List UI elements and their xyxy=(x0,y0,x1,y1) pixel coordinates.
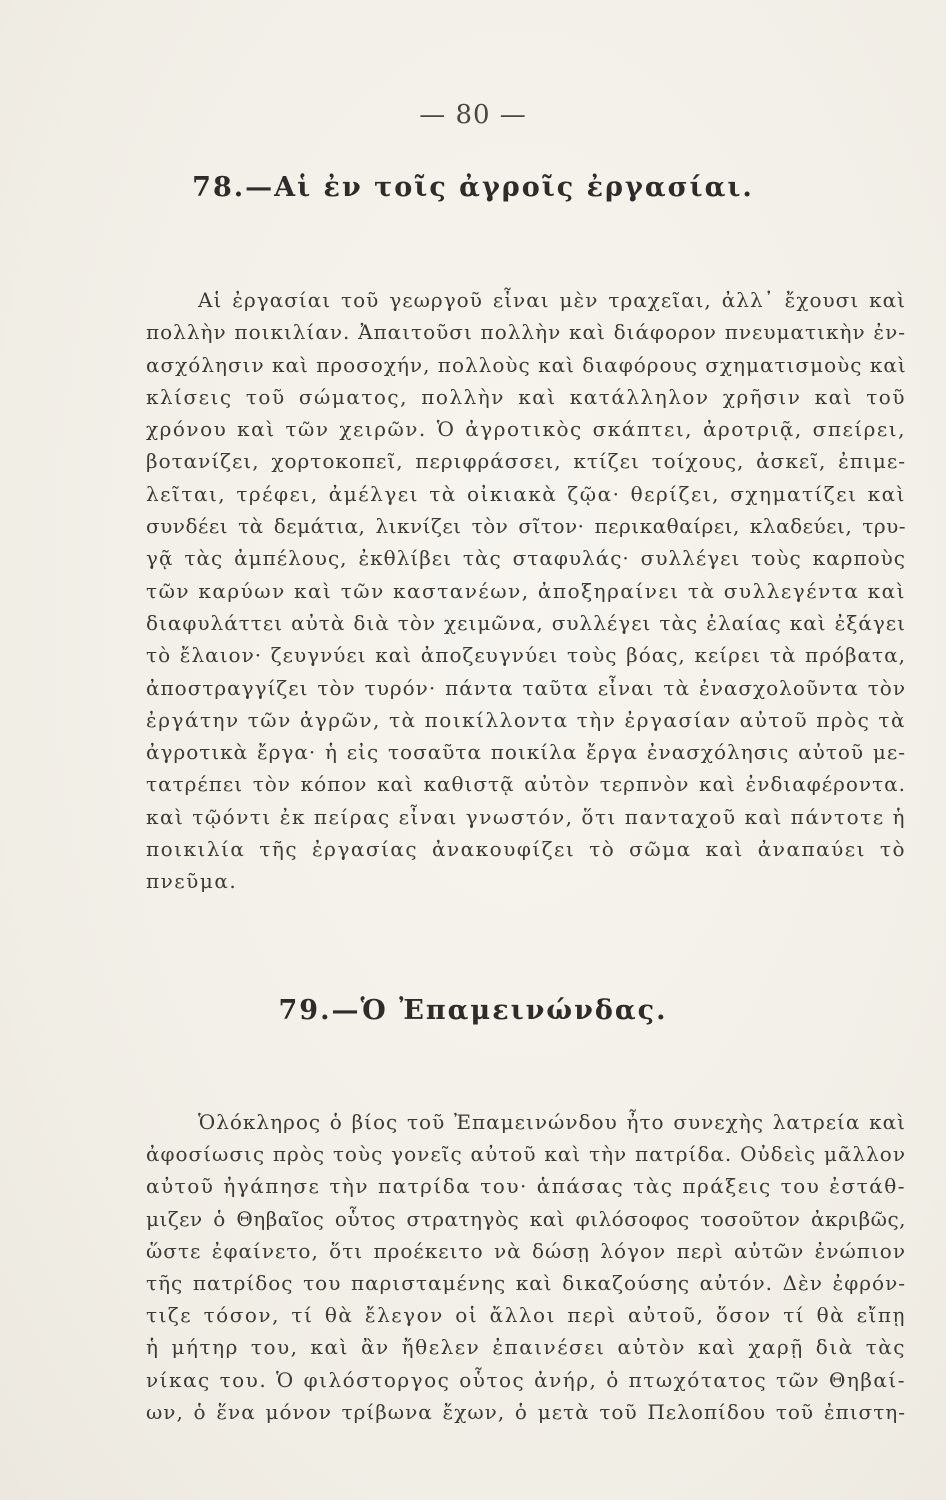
page-number: — 80 — xyxy=(419,100,527,130)
text-line: τατρέπει τὸν κόπον καὶ καθιστᾷ αὐτὸν τερπνὸν καὶ ἐνδιαφέροντα. xyxy=(146,772,906,797)
text-line: νίκας του. Ὁ φιλόστοργος οὗτος ἀνήρ, ὁ πτωχότατος τῶν Θηβαί- xyxy=(146,1367,906,1392)
text-line: τῶν καρύων καὶ τῶν καστανέων, ἀποξηραίνει τὰ συλλεγέντα καὶ xyxy=(146,578,906,603)
section-79-body xyxy=(146,1106,906,1428)
text-line: κλίσεις τοῦ σώματος, πολλὴν καὶ κατάλληλον χρῆσιν καὶ τοῦ xyxy=(146,384,906,409)
text-line: βοτανίζει, χορτοκοπεῖ, περιφράσσει, κτίζει τοίχους, ἀσκεῖ, ἐπιμε- xyxy=(146,449,906,474)
text-line: μιζεν ὁ Θηβαῖος οὗτος στρατηγὸς καὶ φιλόσοφος τοσοῦτον ἀκριβῶς, xyxy=(146,1206,906,1231)
text-line: καὶ τῷόντι ἐκ πείρας εἶναι γνωστόν, ὅτι πανταχοῦ καὶ πάντοτε ἡ xyxy=(146,804,906,829)
text-line: Αἱ ἐργασίαι τοῦ γεωργοῦ εἶναι μὲν τραχεῖαι, ἀλλ᾽ ἔχουσι καὶ xyxy=(198,288,906,312)
text-line: τὸ ἔλαιον· ζευγνύει καὶ ἀποζευγνύει τοὺς βόας, κείρει τὰ πρόβατα, xyxy=(146,643,906,668)
text-line: τῆς πατρίδος του παρισταμένης καὶ δικαζούσης αὐτόν. Δὲν ἐφρόν- xyxy=(146,1270,906,1295)
text-line: ἡ μήτηρ του, καὶ ἂν ἤθελεν ἐπαινέσει αὐτὸν καὶ χαρῇ διὰ τὰς xyxy=(146,1335,906,1360)
text-line: ἀγροτικὰ ἔργα· ἡ εἰς τοσαῦτα ποικίλα ἔργα ἐνασχόλησις αὐτοῦ με- xyxy=(146,740,906,765)
text-line: ασχόλησιν καὶ προσοχήν, πολλοὺς καὶ διαφόρους σχηματισμοὺς καὶ xyxy=(146,352,907,377)
text-line: ὥστε ἐφαίνετο, ὅτι προέκειτο νὰ δώσῃ λόγον περὶ αὐτῶν ἐνώπιον xyxy=(146,1238,906,1263)
section-heading-78: 78.—Αἱ ἐν τοῖς ἀγροῖς ἐργασίαι. xyxy=(192,172,754,203)
text-line: ποικιλία τῆς ἐργασίας ἀνακουφίζει τὸ σῶμα καὶ ἀναπαύει τὸ xyxy=(146,837,906,862)
section-heading-79: 79.—Ὁ Ἐπαμεινώνδας. xyxy=(278,995,668,1026)
text-line: πολλὴν ποικιλίαν. Ἀπαιτοῦσι πολλὴν καὶ διάφορον πνευματικὴν ἐν- xyxy=(146,320,906,345)
text-line: χρόνου καὶ τῶν χειρῶν. Ὁ ἀγροτικὸς σκάπτει, ἀροτριᾷ, σπείρει, xyxy=(146,417,906,442)
text-line: αὐτοῦ ἠγάπησε τὴν πατρίδα του· ἁπάσας τὰς πράξεις του ἐστάθ- xyxy=(146,1174,906,1199)
section-78-body xyxy=(146,284,906,898)
text-line: διαφυλάττει αὐτὰ διὰ τὸν χειμῶνα, συλλέγει τὰς ἐλαίας καὶ ἐξάγει xyxy=(146,610,906,635)
text-line: ων, ὁ ἕνα μόνον τρίβωνα ἔχων, ὁ μετὰ τοῦ Πελοπίδου τοῦ ἐπιστη- xyxy=(146,1399,906,1424)
text-line: λεῖται, τρέφει, ἀμέλγει τὰ οἰκιακὰ ζῷα· θερίζει, σχηματίζει καὶ xyxy=(146,481,906,506)
text-line: Ὁλόκληρος ὁ βίος τοῦ Ἐπαμεινώνδου ἦτο συνεχὴς λατρεία καὶ xyxy=(198,1110,906,1134)
text-line: γᾷ τὰς ἀμπέλους, ἐκθλίβει τὰς σταφυλάς· συλλέγει τοὺς καρποὺς xyxy=(146,546,906,571)
text-line: ἀποστραγγίζει τὸν τυρόν· πάντα ταῦτα εἶναι τὰ ἐνασχολοῦντα τὸν xyxy=(146,675,906,700)
text-line: πνεῦμα. xyxy=(146,869,238,894)
text-line: συνδέει τὰ δεμάτια, λικνίζει τὸν σῖτον· περικαθαίρει, κλαδεύει, τρυ- xyxy=(146,514,906,539)
text-line: τιζε τόσον, τί θὰ ἔλεγον οἱ ἄλλοι περὶ αὐτοῦ, ὅσον τί θὰ εἴπῃ xyxy=(146,1303,906,1328)
text-line: ἀφοσίωσις πρὸς τοὺς γονεῖς αὐτοῦ καὶ τὴν πατρίδα. Οὐδεὶς μᾶλλον xyxy=(146,1142,906,1167)
text-line: ἐργάτην τῶν ἀγρῶν, τὰ ποικίλλοντα τὴν ἐργασίαν αὐτοῦ πρὸς τὰ xyxy=(146,707,906,732)
